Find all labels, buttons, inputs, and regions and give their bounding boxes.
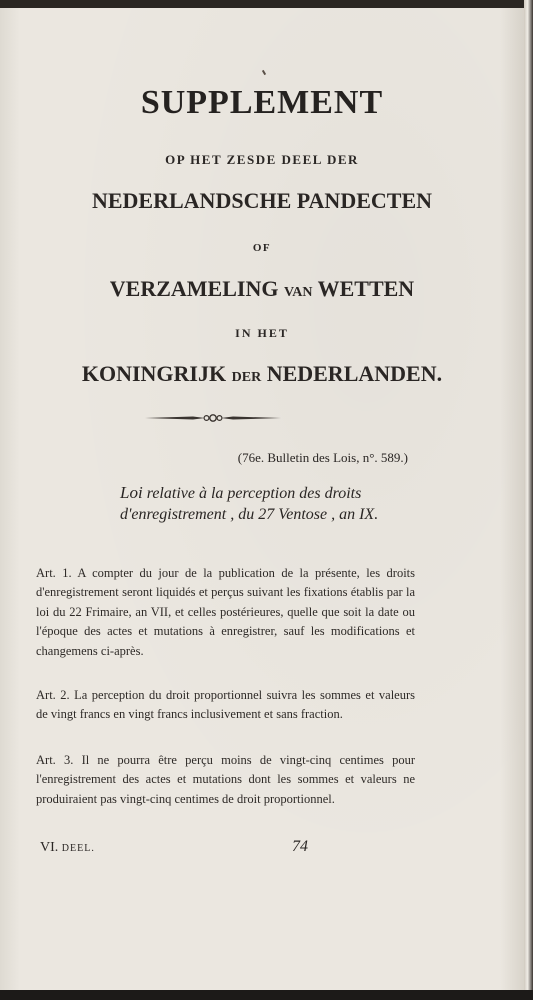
title-line-nederlandsche-pandecten: NEDERLANDSCHE PANDECTEN [91, 188, 433, 213]
page-edge-bottom [0, 990, 533, 1000]
title-word-koningrijk: KONINGRIJK [81, 361, 227, 386]
bulletin-reference: (76e. Bulletin des Lois, n°. 589.) [237, 450, 408, 465]
title-line-koningrijk [0, 361, 524, 387]
title-word-nederlanden: NEDERLANDEN. [266, 361, 443, 386]
ink-speck [262, 70, 266, 75]
title-line-of: OF [252, 242, 272, 254]
title-word-wetten: WETTEN [317, 276, 415, 301]
article-3: Art. 3. Il ne pourra être perçu moins de vingt-cinq centimes pour l'enregistrement des actes et mutations dont les sommes et valeurs ne produiraient pas vingt-cinq centimes de droit proportionnel. [36, 753, 415, 806]
document-page [0, 8, 524, 990]
title-word-verzameling: VERZAMELING [109, 276, 279, 301]
title-word-van: VAN [283, 285, 313, 300]
title-word-der: DER [231, 370, 262, 385]
footer-volume [40, 840, 95, 856]
ornament-divider [143, 410, 283, 426]
title-supplement: SUPPLEMENT [140, 84, 384, 121]
title-line-in-het: IN HET [235, 326, 289, 340]
footer-page-number: 74 [292, 838, 308, 855]
law-heading [120, 482, 415, 525]
article-2: Art. 2. La perception du droit proportionnel suivra les sommes et valeurs de vingt francs en vingt francs inclusivement et sans fraction. [36, 688, 415, 722]
law-heading-text: relative à la perception des droits d'enregistrement , du 27 Ventose , an IX. [120, 485, 379, 523]
article-1: Art. 1. A compter du jour de la publication de la présente, les droits d'enregistrement seront liquidés et perçus suivant les fixations établis par la loi du 22 Frimaire, an VII, et celles postérieures, quelle que soit la date ou l'époque des actes et mutations à enregistrer, sauf les modifications et changemens ci-après. [36, 566, 415, 658]
footer-deel: DEEL. [61, 843, 95, 854]
title-line-verzameling [0, 276, 524, 302]
page-edge-right [524, 0, 533, 990]
title-line-op-het-zesde-deel: OP HET ZESDE DEEL DER [165, 152, 359, 167]
footer-volume-number: VI. [40, 840, 59, 855]
law-heading-lead: Loi [120, 483, 143, 502]
